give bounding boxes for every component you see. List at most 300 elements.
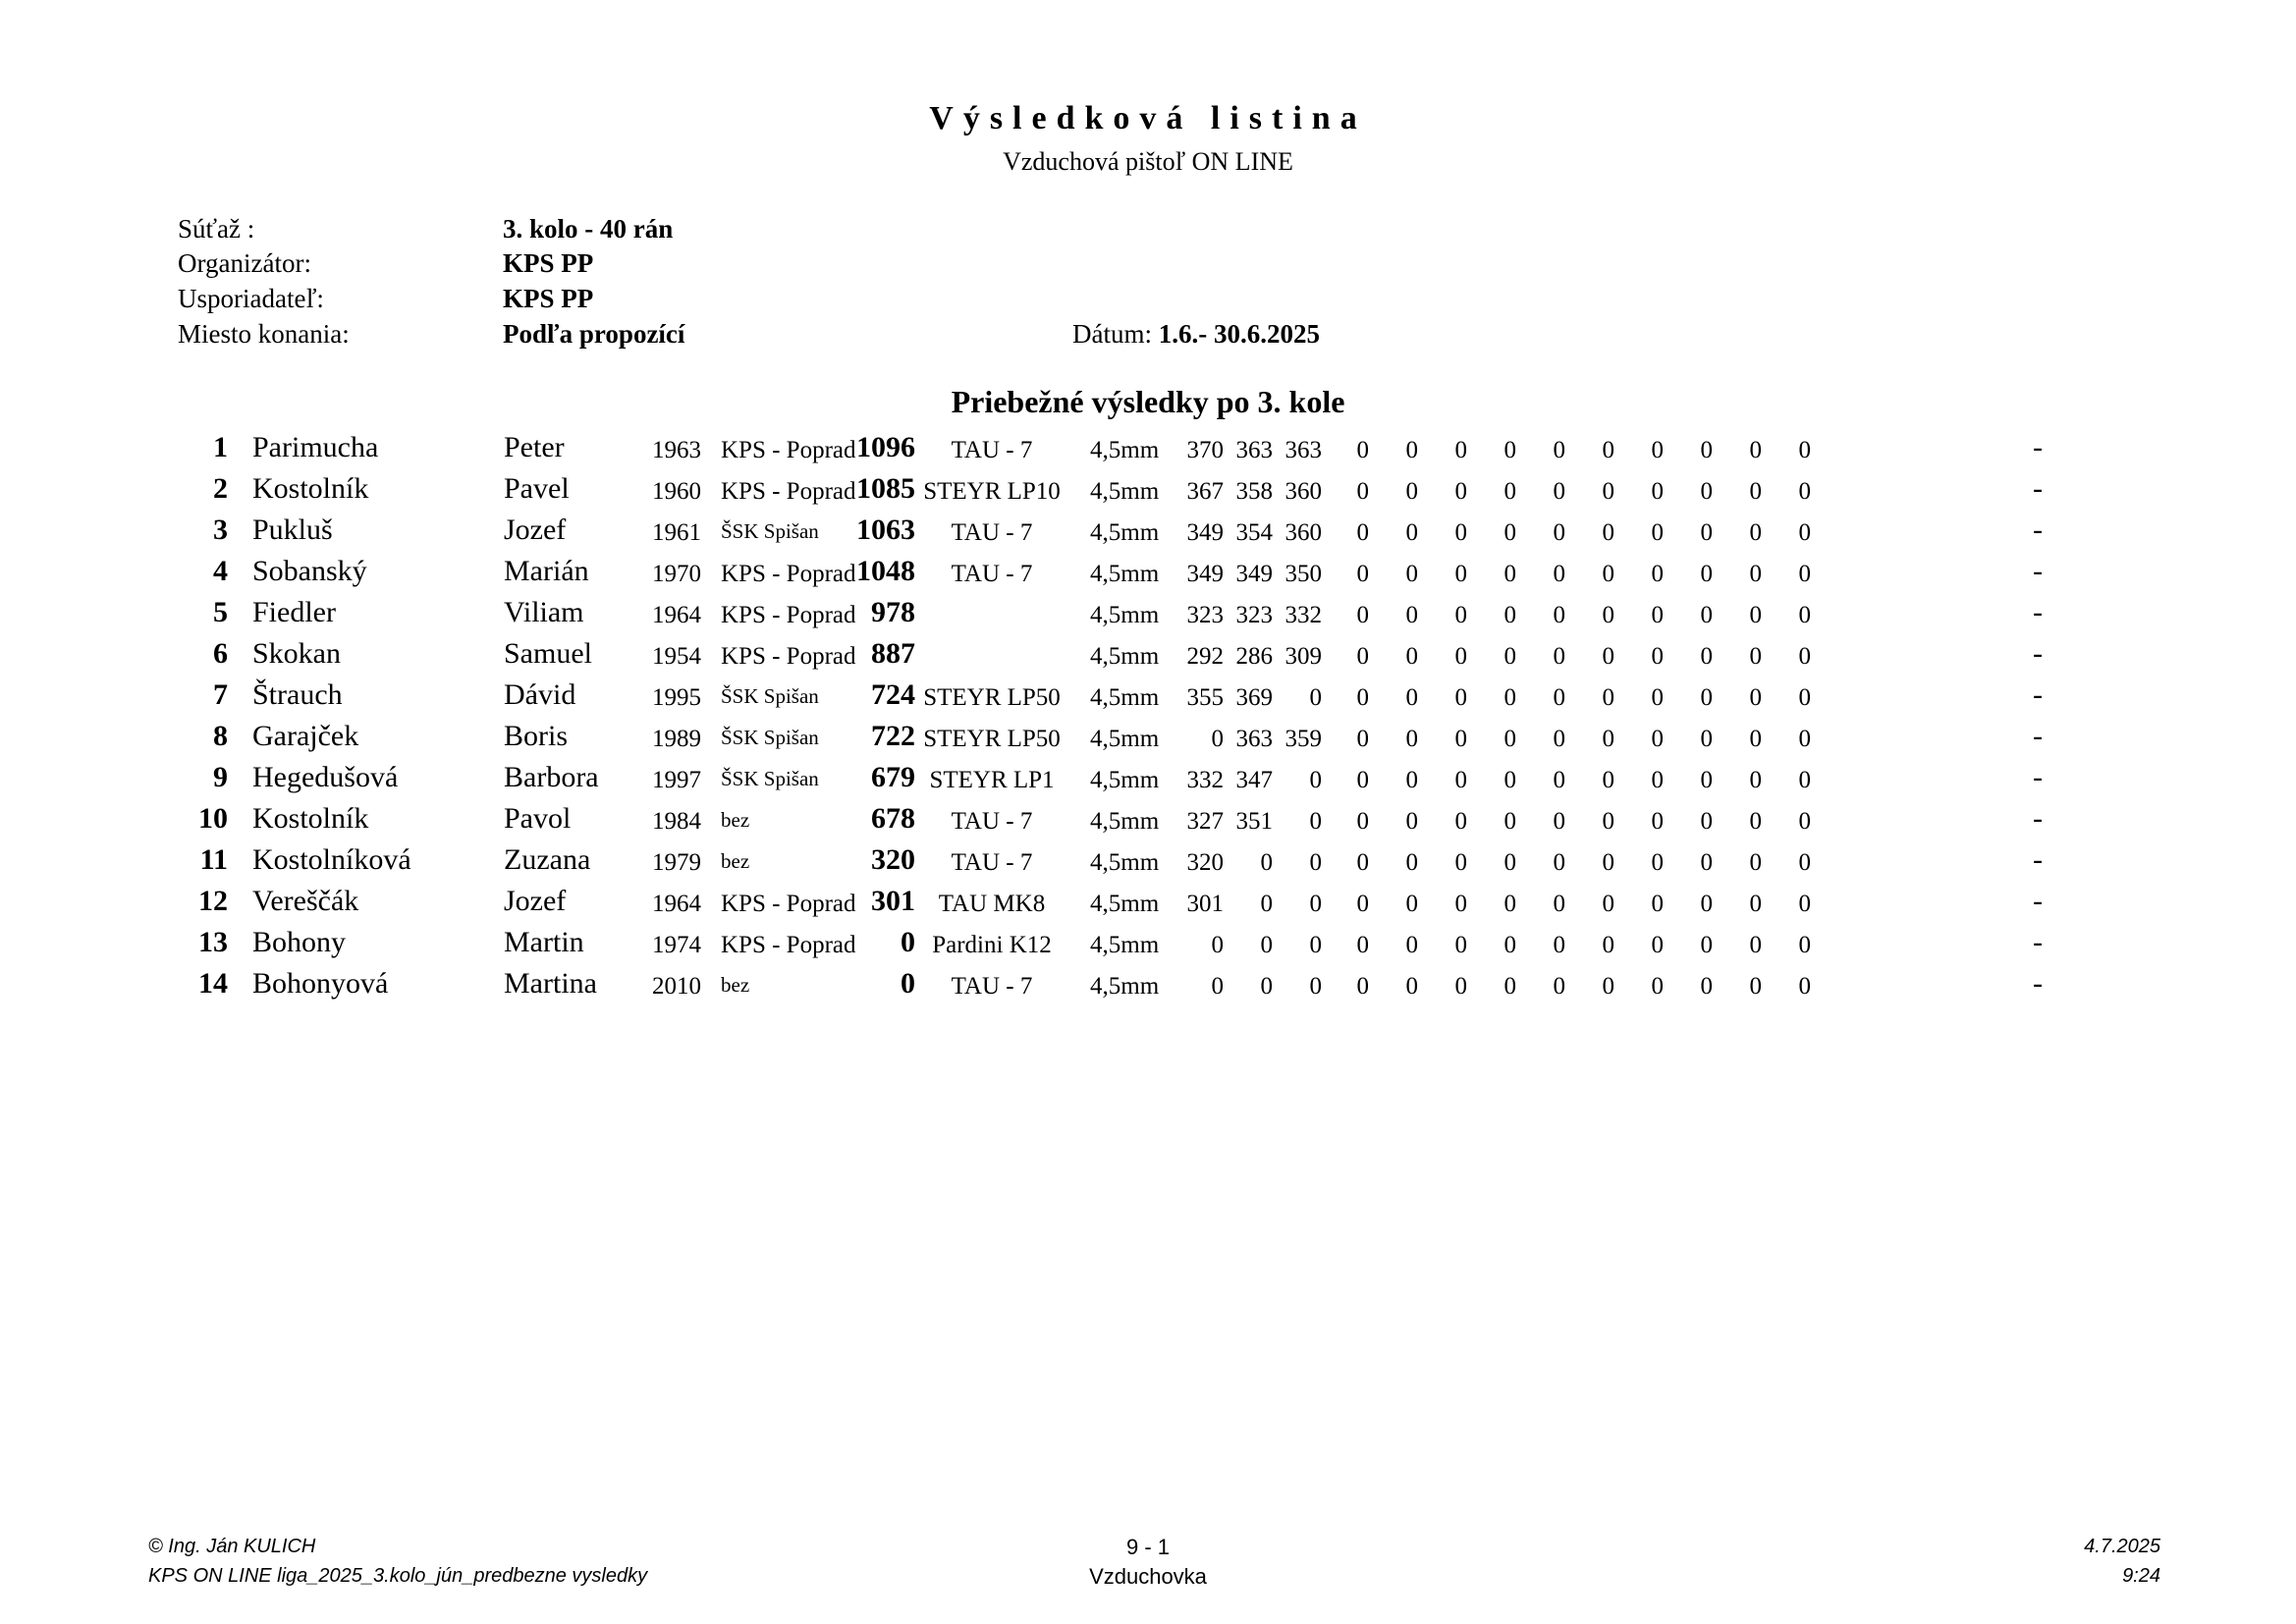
score-cell: 0 (1749, 726, 1762, 752)
table-row (0, 800, 2296, 841)
total-cell: 1048 (856, 555, 915, 587)
total-cell: 0 (901, 926, 915, 958)
score-cell: 292 (1186, 643, 1224, 670)
gun-cell: STEYR LP50 (923, 684, 1061, 711)
rank-cell: 2 (213, 472, 228, 505)
club-cell: ŠSK Spišan (721, 519, 819, 543)
score-cell: 0 (1553, 684, 1565, 711)
score-cell: 0 (1503, 519, 1516, 546)
score-cell: 0 (1553, 891, 1565, 917)
score-cell: 363 (1235, 726, 1273, 752)
birth-year-cell: 1989 (652, 726, 701, 752)
table-row (0, 512, 2296, 553)
note-cell: - (2033, 885, 2043, 917)
score-cell: 0 (1602, 602, 1614, 628)
score-cell: 0 (1749, 684, 1762, 711)
score-cell: 0 (1749, 643, 1762, 670)
info-label-venue: Miesto konania: (178, 319, 350, 349)
club-cell: KPS - Poprad (721, 602, 856, 628)
caliber-cell: 4,5mm (1090, 519, 1160, 546)
surname-cell: Štrauch (252, 678, 343, 711)
score-cell: 0 (1798, 437, 1811, 463)
rank-cell: 13 (198, 926, 228, 958)
score-cell: 0 (1454, 932, 1467, 958)
score-cell: 363 (1285, 437, 1322, 463)
score-cell: 0 (1356, 602, 1369, 628)
info-label-competition: Súťaž : (178, 214, 255, 244)
birth-year-cell: 1997 (652, 767, 701, 793)
score-cell: 0 (1602, 849, 1614, 876)
birth-year-cell: 1979 (652, 849, 701, 876)
caliber-cell: 4,5mm (1090, 891, 1160, 917)
score-cell: 0 (1700, 849, 1713, 876)
total-cell: 320 (871, 843, 915, 876)
score-cell: 0 (1454, 643, 1467, 670)
score-cell: 0 (1405, 808, 1418, 835)
total-cell: 1096 (856, 431, 915, 463)
score-cell: 0 (1405, 561, 1418, 587)
caliber-cell: 4,5mm (1090, 561, 1160, 587)
score-cell: 0 (1553, 808, 1565, 835)
score-cell: 0 (1503, 932, 1516, 958)
birth-year-cell: 1964 (652, 602, 701, 628)
gun-cell: TAU MK8 (938, 891, 1046, 917)
score-cell: 0 (1356, 437, 1369, 463)
score-cell: 0 (1651, 973, 1664, 1000)
club-cell: KPS - Poprad (721, 437, 856, 463)
score-cell: 363 (1235, 437, 1273, 463)
score-cell: 0 (1798, 602, 1811, 628)
note-cell: - (2033, 431, 2043, 463)
gun-cell: TAU - 7 (951, 808, 1033, 835)
score-cell: 0 (1749, 478, 1762, 505)
footer-filename: KPS ON LINE liga_2025_3.kolo_jún_predbezne vysledky (148, 1565, 648, 1587)
score-cell: 0 (1749, 891, 1762, 917)
score-cell: 0 (1503, 891, 1516, 917)
table-row (0, 883, 2296, 924)
info-label-organizer: Organizátor: (178, 248, 311, 278)
gun-cell: STEYR LP1 (929, 767, 1055, 793)
score-cell: 0 (1651, 561, 1664, 587)
score-cell: 0 (1454, 684, 1467, 711)
score-cell: 349 (1186, 519, 1224, 546)
score-cell: 0 (1602, 932, 1614, 958)
score-cell: 0 (1553, 973, 1565, 1000)
info-value-host: KPS PP (503, 284, 594, 313)
score-cell: 0 (1602, 891, 1614, 917)
score-cell: 0 (1553, 767, 1565, 793)
score-cell: 0 (1356, 767, 1369, 793)
caliber-cell: 4,5mm (1090, 808, 1160, 835)
surname-cell: Fiedler (252, 596, 336, 628)
total-cell: 678 (871, 802, 915, 835)
score-cell: 360 (1285, 519, 1322, 546)
date-field (1072, 319, 1320, 350)
score-cell: 0 (1602, 808, 1614, 835)
score-cell: 0 (1405, 478, 1418, 505)
score-cell: 0 (1798, 643, 1811, 670)
surname-cell: Sobanský (252, 555, 367, 587)
surname-cell: Parimucha (252, 431, 379, 463)
note-cell: - (2033, 555, 2043, 587)
score-cell: 0 (1405, 767, 1418, 793)
score-cell: 0 (1700, 437, 1713, 463)
note-cell: - (2033, 802, 2043, 835)
score-cell: 0 (1405, 643, 1418, 670)
score-cell: 0 (1503, 602, 1516, 628)
note-cell: - (2033, 720, 2043, 752)
first-name-cell: Martin (504, 926, 584, 958)
first-name-cell: Peter (504, 431, 565, 463)
score-cell: 0 (1309, 932, 1322, 958)
rank-cell: 12 (198, 885, 228, 917)
score-cell: 0 (1798, 478, 1811, 505)
surname-cell: Skokan (252, 637, 341, 670)
table-row (0, 635, 2296, 677)
document-subtitle: Vzduchová pištoľ ON LINE (1003, 147, 1293, 176)
score-cell: 0 (1749, 808, 1762, 835)
footer-time: 9:24 (2122, 1565, 2160, 1587)
score-cell: 350 (1285, 561, 1322, 587)
club-cell: bez (721, 973, 750, 997)
score-cell: 0 (1651, 478, 1664, 505)
note-cell: - (2033, 926, 2043, 958)
total-cell: 887 (871, 637, 915, 670)
score-cell: 0 (1700, 478, 1713, 505)
score-cell: 0 (1309, 808, 1322, 835)
first-name-cell: Pavol (504, 802, 572, 835)
score-cell: 0 (1749, 932, 1762, 958)
score-cell: 0 (1700, 519, 1713, 546)
gun-cell: TAU - 7 (951, 561, 1033, 587)
score-cell: 0 (1260, 973, 1273, 1000)
score-cell: 0 (1553, 478, 1565, 505)
gun-cell: TAU - 7 (951, 519, 1033, 546)
score-cell: 0 (1405, 849, 1418, 876)
gun-cell: TAU - 7 (951, 437, 1033, 463)
score-cell: 0 (1798, 808, 1811, 835)
score-cell: 0 (1356, 519, 1369, 546)
score-cell: 320 (1186, 849, 1224, 876)
score-cell: 0 (1700, 932, 1713, 958)
score-cell: 327 (1186, 808, 1224, 835)
score-cell: 0 (1356, 726, 1369, 752)
birth-year-cell: 2010 (652, 973, 701, 1000)
score-cell: 0 (1553, 726, 1565, 752)
score-cell: 367 (1186, 478, 1224, 505)
caliber-cell: 4,5mm (1090, 849, 1160, 876)
caliber-cell: 4,5mm (1090, 932, 1160, 958)
score-cell: 0 (1405, 932, 1418, 958)
score-cell: 358 (1235, 478, 1273, 505)
score-cell: 0 (1503, 561, 1516, 587)
first-name-cell: Barbora (504, 761, 599, 793)
note-cell: - (2033, 637, 2043, 670)
surname-cell: Garajček (252, 720, 359, 752)
score-cell: 0 (1405, 519, 1418, 546)
date-label: Dátum: (1072, 319, 1152, 349)
rank-cell: 5 (213, 596, 228, 628)
score-cell: 0 (1651, 643, 1664, 670)
score-cell: 0 (1356, 973, 1369, 1000)
score-cell: 0 (1749, 561, 1762, 587)
score-cell: 0 (1553, 643, 1565, 670)
score-cell: 0 (1651, 891, 1664, 917)
footer-author: © Ing. Ján KULICH (148, 1536, 316, 1557)
caliber-cell: 4,5mm (1090, 478, 1160, 505)
score-cell: 0 (1454, 973, 1467, 1000)
score-cell: 0 (1211, 932, 1224, 958)
rank-cell: 7 (213, 678, 228, 711)
surname-cell: Kostolník (252, 472, 369, 505)
score-cell: 0 (1405, 437, 1418, 463)
score-cell: 0 (1749, 973, 1762, 1000)
score-cell: 0 (1651, 519, 1664, 546)
note-cell: - (2033, 596, 2043, 628)
birth-year-cell: 1964 (652, 891, 701, 917)
rank-cell: 14 (198, 967, 228, 1000)
score-cell: 0 (1602, 478, 1614, 505)
birth-year-cell: 1995 (652, 684, 701, 711)
score-cell: 0 (1356, 808, 1369, 835)
caliber-cell: 4,5mm (1090, 602, 1160, 628)
score-cell: 0 (1356, 891, 1369, 917)
score-cell: 323 (1186, 602, 1224, 628)
total-cell: 679 (871, 761, 915, 793)
score-cell: 332 (1186, 767, 1224, 793)
score-cell: 0 (1700, 891, 1713, 917)
birth-year-cell: 1970 (652, 561, 701, 587)
score-cell: 0 (1454, 478, 1467, 505)
table-row (0, 677, 2296, 718)
score-cell: 0 (1503, 643, 1516, 670)
rank-cell: 9 (213, 761, 228, 793)
gun-cell: STEYR LP10 (923, 478, 1061, 505)
score-cell: 0 (1651, 684, 1664, 711)
club-cell: KPS - Poprad (721, 643, 856, 670)
total-cell: 722 (871, 720, 915, 752)
rank-cell: 4 (213, 555, 228, 587)
score-cell: 0 (1356, 849, 1369, 876)
score-cell: 0 (1749, 767, 1762, 793)
birth-year-cell: 1974 (652, 932, 701, 958)
score-cell: 0 (1553, 602, 1565, 628)
surname-cell: Vereščák (252, 885, 359, 917)
score-cell: 0 (1602, 561, 1614, 587)
note-cell: - (2033, 843, 2043, 876)
score-cell: 0 (1503, 808, 1516, 835)
score-cell: 0 (1454, 561, 1467, 587)
first-name-cell: Dávid (504, 678, 576, 711)
score-cell: 301 (1186, 891, 1224, 917)
birth-year-cell: 1960 (652, 478, 701, 505)
caliber-cell: 4,5mm (1090, 684, 1160, 711)
club-cell: ŠSK Spišan (721, 684, 819, 708)
birth-year-cell: 1954 (652, 643, 701, 670)
score-cell: 360 (1285, 478, 1322, 505)
birth-year-cell: 1963 (652, 437, 701, 463)
score-cell: 0 (1405, 602, 1418, 628)
score-cell: 0 (1211, 973, 1224, 1000)
score-cell: 0 (1405, 891, 1418, 917)
gun-cell: STEYR LP50 (923, 726, 1061, 752)
note-cell: - (2033, 514, 2043, 546)
score-cell: 0 (1700, 602, 1713, 628)
note-cell: - (2033, 678, 2043, 711)
score-cell: 0 (1651, 932, 1664, 958)
score-cell: 0 (1454, 891, 1467, 917)
total-cell: 1063 (856, 514, 915, 546)
caliber-cell: 4,5mm (1090, 973, 1160, 1000)
score-cell: 0 (1454, 849, 1467, 876)
score-cell: 347 (1235, 767, 1273, 793)
club-cell: ŠSK Spišan (721, 726, 819, 749)
score-cell: 0 (1356, 561, 1369, 587)
score-cell: 0 (1749, 849, 1762, 876)
score-cell: 0 (1405, 684, 1418, 711)
score-cell: 0 (1651, 767, 1664, 793)
score-cell: 0 (1211, 726, 1224, 752)
score-cell: 349 (1186, 561, 1224, 587)
gun-cell: TAU - 7 (951, 849, 1033, 876)
first-name-cell: Boris (504, 720, 569, 752)
first-name-cell: Pavel (504, 472, 570, 505)
score-cell: 0 (1602, 643, 1614, 670)
rank-cell: 10 (198, 802, 228, 835)
score-cell: 0 (1356, 932, 1369, 958)
surname-cell: Kostolníková (252, 843, 411, 876)
score-cell: 0 (1798, 849, 1811, 876)
score-cell: 0 (1260, 849, 1273, 876)
score-cell: 0 (1798, 767, 1811, 793)
table-row (0, 594, 2296, 635)
score-cell: 0 (1700, 808, 1713, 835)
score-cell: 0 (1503, 684, 1516, 711)
caliber-cell: 4,5mm (1090, 767, 1160, 793)
score-cell: 0 (1749, 519, 1762, 546)
score-cell: 0 (1700, 561, 1713, 587)
table-row (0, 553, 2296, 594)
score-cell: 0 (1749, 437, 1762, 463)
score-cell: 0 (1454, 808, 1467, 835)
score-cell: 0 (1454, 726, 1467, 752)
score-cell: 286 (1235, 643, 1273, 670)
birth-year-cell: 1984 (652, 808, 701, 835)
table-row (0, 924, 2296, 965)
table-row (0, 429, 2296, 470)
score-cell: 0 (1356, 643, 1369, 670)
score-cell: 0 (1602, 767, 1614, 793)
first-name-cell: Jozef (504, 885, 567, 917)
note-cell: - (2033, 967, 2043, 1000)
score-cell: 309 (1285, 643, 1322, 670)
score-cell: 0 (1454, 437, 1467, 463)
club-cell: ŠSK Spišan (721, 767, 819, 790)
score-cell: 0 (1749, 602, 1762, 628)
table-row (0, 759, 2296, 800)
score-cell: 0 (1405, 973, 1418, 1000)
surname-cell: Kostolník (252, 802, 369, 835)
total-cell: 301 (871, 885, 915, 917)
score-cell: 0 (1553, 437, 1565, 463)
table-row (0, 841, 2296, 883)
score-cell: 0 (1503, 849, 1516, 876)
first-name-cell: Jozef (504, 514, 567, 546)
score-cell: 0 (1798, 561, 1811, 587)
rank-cell: 11 (199, 843, 228, 876)
score-cell: 0 (1602, 973, 1614, 1000)
total-cell: 1085 (856, 472, 915, 505)
score-cell: 0 (1405, 726, 1418, 752)
footer-page-number: 9 - 1 (1125, 1535, 1171, 1559)
footer-date: 4.7.2025 (2084, 1536, 2160, 1557)
rank-cell: 1 (213, 431, 228, 463)
score-cell: 351 (1235, 808, 1273, 835)
caliber-cell: 4,5mm (1090, 726, 1160, 752)
total-cell: 978 (871, 596, 915, 628)
score-cell: 0 (1651, 808, 1664, 835)
score-cell: 0 (1454, 602, 1467, 628)
table-row (0, 965, 2296, 1006)
score-cell: 0 (1798, 684, 1811, 711)
score-cell: 0 (1553, 849, 1565, 876)
score-cell: 370 (1186, 437, 1224, 463)
score-cell: 0 (1309, 767, 1322, 793)
score-cell: 323 (1235, 602, 1273, 628)
score-cell: 0 (1454, 767, 1467, 793)
note-cell: - (2033, 761, 2043, 793)
score-cell: 0 (1602, 684, 1614, 711)
score-cell: 0 (1700, 643, 1713, 670)
score-cell: 0 (1651, 849, 1664, 876)
first-name-cell: Zuzana (504, 843, 591, 876)
score-cell: 0 (1651, 437, 1664, 463)
score-cell: 0 (1798, 519, 1811, 546)
score-cell: 0 (1798, 726, 1811, 752)
club-cell: KPS - Poprad (721, 891, 856, 917)
score-cell: 0 (1503, 478, 1516, 505)
date-value: 1.6.- 30.6.2025 (1158, 319, 1320, 349)
score-cell: 0 (1602, 519, 1614, 546)
birth-year-cell: 1961 (652, 519, 701, 546)
table-row (0, 718, 2296, 759)
score-cell: 0 (1700, 726, 1713, 752)
table-row (0, 470, 2296, 512)
score-cell: 0 (1309, 684, 1322, 711)
club-cell: bez (721, 808, 750, 832)
score-cell: 0 (1503, 767, 1516, 793)
info-label-host: Usporiadateľ: (178, 284, 324, 313)
club-cell: KPS - Poprad (721, 478, 856, 505)
score-cell: 0 (1309, 849, 1322, 876)
info-value-venue: Podľa propozící (503, 319, 685, 349)
score-cell: 0 (1260, 891, 1273, 917)
score-cell: 0 (1503, 973, 1516, 1000)
results-heading: Priebežné výsledky po 3. kole (951, 384, 1345, 419)
total-cell: 0 (901, 967, 915, 1000)
first-name-cell: Viliam (504, 596, 584, 628)
gun-cell: Pardini K12 (932, 932, 1052, 958)
score-cell: 349 (1235, 561, 1273, 587)
rank-cell: 8 (213, 720, 228, 752)
score-cell: 0 (1553, 519, 1565, 546)
surname-cell: Bohonyová (252, 967, 389, 1000)
club-cell: bez (721, 849, 750, 873)
first-name-cell: Samuel (504, 637, 592, 670)
score-cell: 0 (1700, 767, 1713, 793)
rank-cell: 3 (213, 514, 228, 546)
score-cell: 0 (1260, 932, 1273, 958)
